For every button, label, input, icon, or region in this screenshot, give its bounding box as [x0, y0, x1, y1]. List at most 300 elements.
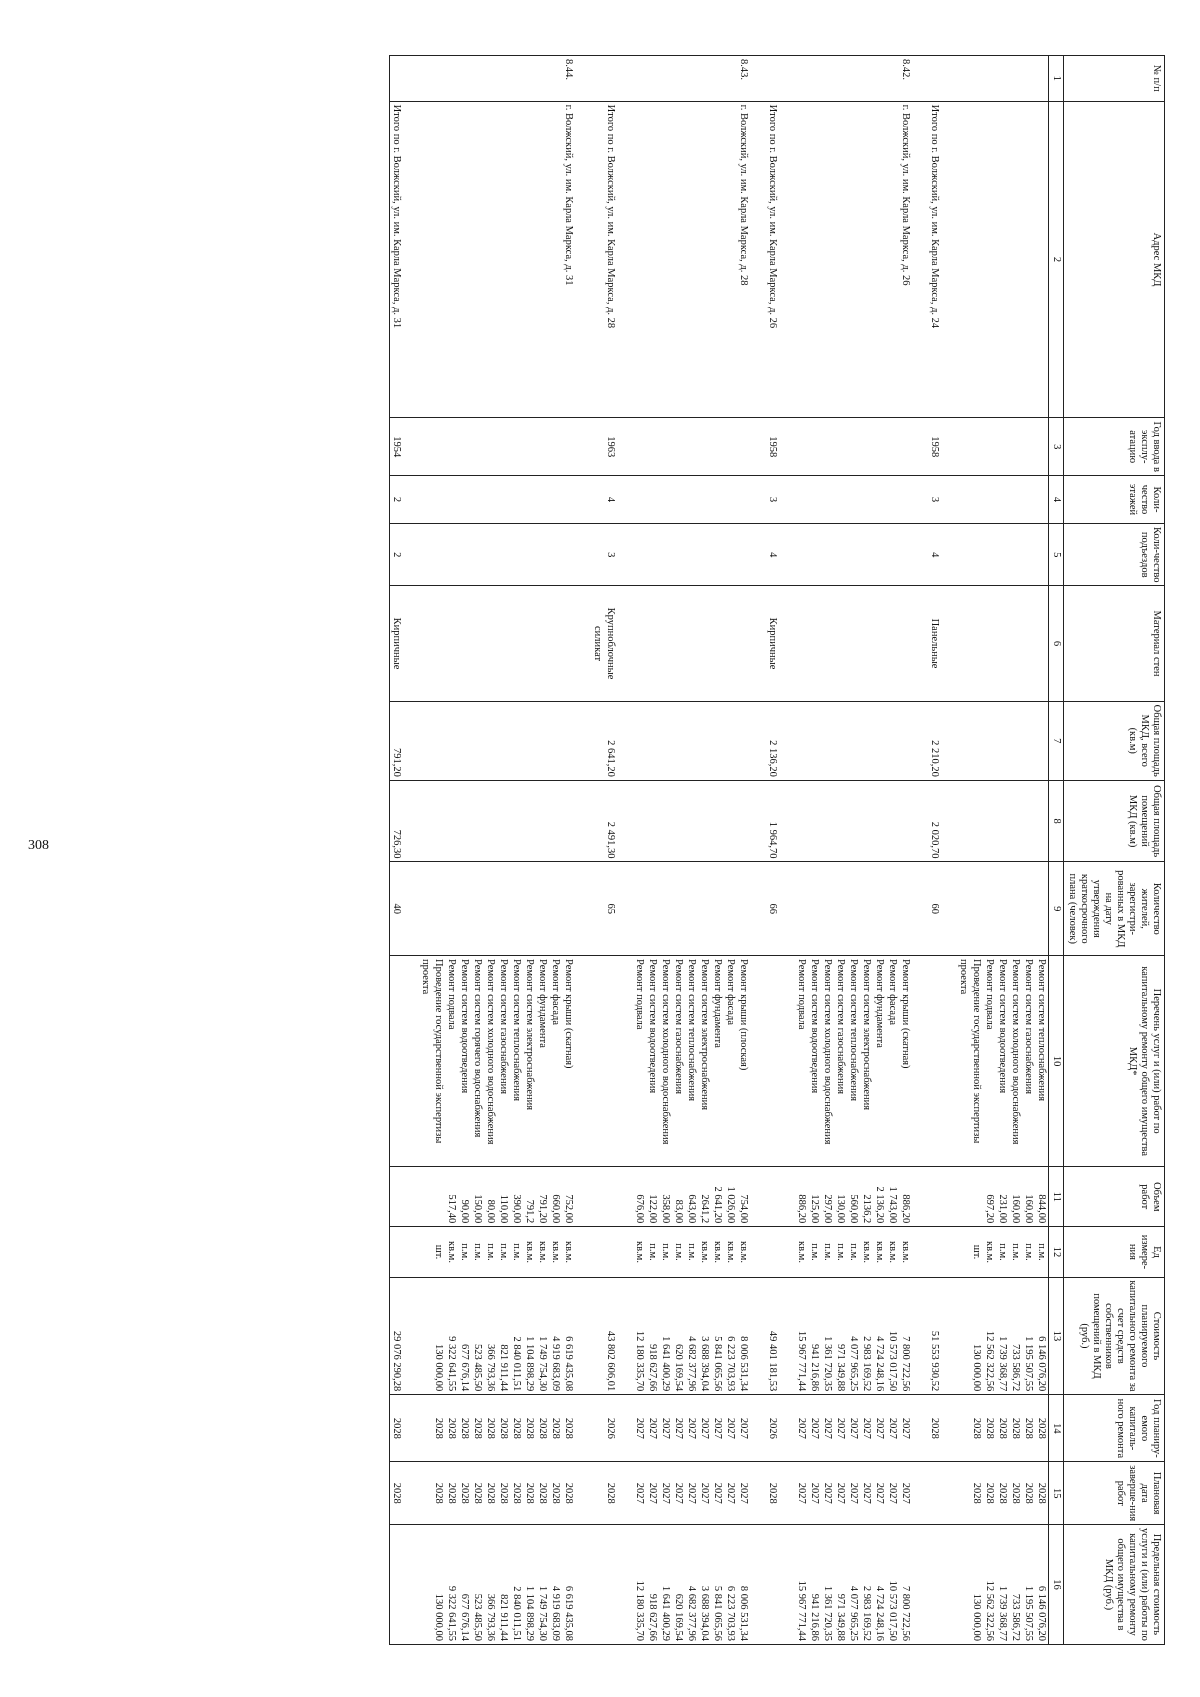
repair-year-cell: [1035, 1395, 1049, 1462]
rooms-area-cell: 2 491,30: [591, 780, 633, 862]
floors-cell: 3: [928, 476, 957, 524]
cell-line: п.м.: [1036, 1243, 1047, 1261]
residents-cell: [847, 862, 928, 956]
cell-line: кв.м.: [887, 1240, 898, 1263]
cell-line: 9 322 641,55: [446, 1585, 457, 1641]
cell-line: 2027: [809, 1482, 820, 1504]
cell-line: 2027: [835, 1417, 846, 1439]
build-year-cell: [633, 418, 685, 476]
column-number: 8: [1049, 780, 1064, 862]
volume-cell: [419, 1167, 510, 1227]
cell-line: 29 076 290,28: [391, 1330, 402, 1392]
cell-line: 5 841 065,56: [712, 1336, 723, 1392]
repair-year-cell: [795, 1395, 847, 1462]
cell-line: Ремонт систем теплоснабжения: [848, 959, 859, 1102]
cell-line: 1 104 898,29: [524, 1336, 535, 1392]
completion-date-cell: [766, 1462, 795, 1524]
limit-cost-cell: [795, 1524, 847, 1644]
limit-cost-cell: [591, 1524, 633, 1644]
floors-cell: [957, 476, 1035, 524]
cell-line: Ремонт систем газоснабжения: [673, 959, 684, 1095]
rooms-area-cell: [1035, 780, 1049, 862]
repair-year-cell: [591, 1395, 633, 1462]
cell-line: 1 641 400,29: [660, 1585, 671, 1641]
cost-cell: [685, 1277, 766, 1395]
cell-line: 2028: [498, 1482, 509, 1504]
residents-cell: [1035, 862, 1049, 956]
cell-line: 2028: [472, 1417, 483, 1439]
cell-line: кв.м.: [874, 1240, 885, 1263]
build-year-cell: [510, 418, 591, 476]
wall-material-cell: [685, 586, 766, 701]
cell-line: 6 619 435,08: [563, 1585, 574, 1641]
cell-line: 4 077 965,25: [848, 1585, 859, 1641]
cell-line: п.м.: [809, 1243, 820, 1261]
residents-cell: [510, 862, 591, 956]
cell-line: Ремонт систем электроснабжения: [699, 959, 710, 1111]
column-header: Материал стен: [1064, 586, 1165, 701]
residents-cell: 60: [928, 862, 957, 956]
cell-line: 1 749 754,30: [537, 1336, 548, 1392]
cell-line: 2027: [874, 1417, 885, 1439]
residents-cell: [957, 862, 1035, 956]
unit-cell: [847, 1227, 928, 1277]
column-header: Год ввода в эксплу-атацию: [1064, 418, 1165, 476]
repair-year-cell: [419, 1395, 510, 1462]
cell-line: 6 223 703,93: [725, 1336, 736, 1392]
cost-cell: [1035, 1277, 1049, 1395]
cell-line: 517,40: [446, 1194, 457, 1224]
column-number: 15: [1049, 1462, 1064, 1524]
repair-year-cell: [847, 1395, 928, 1462]
cell-line: 6 146 076,20: [1036, 1336, 1047, 1392]
cell-line: 12 180 335,70: [634, 1580, 645, 1641]
column-header: Общая площадь МКД, всего (кв.м): [1064, 701, 1165, 780]
cell-line: 12 562 322,56: [984, 1580, 995, 1641]
cell-line: 4 077 965,25: [848, 1336, 859, 1392]
cell-line: 2028: [446, 1482, 457, 1504]
column-number: 2: [1049, 101, 1064, 418]
table-row: [1035, 56, 1049, 1645]
cell-line: п.м.: [1023, 1243, 1034, 1261]
address-cell: г. Волжский, ул. им. Карла Маркса, д. 31: [510, 101, 591, 418]
cell-line: 2028: [485, 1417, 496, 1439]
residents-cell: [633, 862, 685, 956]
entrances-cell: 2: [390, 524, 420, 586]
limit-cost-cell: [957, 1524, 1035, 1644]
cell-line: 752,00: [563, 1194, 574, 1224]
table-row: [390, 56, 420, 1645]
volume-cell: [766, 1167, 795, 1227]
limit-cost-cell: [928, 1524, 957, 1644]
cell-line: 1 743,00: [887, 1186, 898, 1224]
wall-material-cell: [633, 586, 685, 701]
address-cell: г. Волжский, ул. им. Карла Маркса, д. 26: [847, 101, 928, 418]
rooms-area-cell: 1 964,70: [766, 780, 795, 862]
rooms-area-cell: [795, 780, 847, 862]
column-header: Ед измере-ния: [1064, 1227, 1165, 1277]
address-cell: Итого по г. Волжский, ул. им. Карла Маркса, д. 28: [591, 101, 633, 418]
unit-cell: [766, 1227, 795, 1277]
cell-line: 1 026,00: [725, 1186, 736, 1224]
column-header: Количество жителей, зарегистри-рованных в МКД на дату утверждения краткосрочного плана (человек): [1064, 862, 1165, 956]
volume-cell: [928, 1167, 957, 1227]
works-list-cell: [957, 956, 1035, 1167]
cell-line: Ремонт систем электроснабжения: [861, 959, 872, 1111]
cell-line: 643,00: [686, 1194, 697, 1224]
cell-line: п.м.: [472, 1243, 483, 1261]
works-list-cell: [928, 956, 957, 1167]
cell-line: 2028: [524, 1482, 535, 1504]
cell-line: Ремонт подвала: [446, 959, 457, 1030]
cell-line: 2027: [861, 1482, 872, 1504]
cell-line: п.м.: [459, 1243, 470, 1261]
column-number: 1: [1049, 56, 1064, 102]
cell-line: п.м.: [498, 1243, 509, 1261]
cell-line: 941 216,86: [809, 1344, 820, 1392]
cell-line: 2028: [511, 1417, 522, 1439]
cell-line: 2027: [673, 1417, 684, 1439]
cell-line: 2 840 011,51: [511, 1586, 522, 1641]
table-row: [685, 56, 766, 1645]
total-area-cell: [957, 701, 1035, 780]
cell-line: 80,00: [485, 1199, 496, 1224]
unit-cell: [591, 1227, 633, 1277]
address-cell: [957, 101, 1035, 418]
cell-line: 2027: [861, 1417, 872, 1439]
cost-cell: [591, 1277, 633, 1395]
completion-date-cell: [847, 1462, 928, 1524]
cell-line: 8 006 531,34: [738, 1585, 749, 1641]
cell-line: Ремонт фундамента: [874, 959, 885, 1048]
cell-line: 2 983 169,52: [861, 1585, 872, 1641]
cell-line: Ремонт фасада: [887, 959, 898, 1026]
cell-line: 130 000,00: [971, 1344, 982, 1392]
floors-cell: [419, 476, 510, 524]
works-list-cell: [591, 956, 633, 1167]
cell-line: 971 349,88: [835, 1593, 846, 1641]
row-number: 8.42.: [847, 56, 928, 102]
cell-line: 1 739 368,77: [997, 1585, 1008, 1641]
cell-line: 754,00: [738, 1194, 749, 1224]
unit-cell: [957, 1227, 1035, 1277]
cell-line: кв.м.: [524, 1240, 535, 1263]
cell-line: 2028: [472, 1482, 483, 1504]
cell-line: 2028: [997, 1482, 1008, 1504]
address-cell: [633, 101, 685, 418]
cell-line: 1 739 368,77: [997, 1336, 1008, 1392]
cell-line: Ремонт крыши (скатная): [563, 959, 574, 1069]
repair-year-cell: [390, 1395, 420, 1462]
cell-line: 2028: [537, 1417, 548, 1439]
cell-line: кв.м.: [446, 1240, 457, 1263]
cell-line: кв.м.: [699, 1240, 710, 1263]
cell-line: 2027: [900, 1482, 911, 1504]
rotated-table-container: [65, 55, 1165, 1645]
cell-line: 2027: [647, 1482, 658, 1504]
completion-date-cell: [1035, 1462, 1049, 1524]
table-row: [510, 56, 591, 1645]
cell-line: 2027: [796, 1482, 807, 1504]
table-row: [928, 56, 957, 1645]
limit-cost-cell: [510, 1524, 591, 1644]
cell-line: 971 349,88: [835, 1344, 846, 1392]
column-number: 12: [1049, 1227, 1064, 1277]
repair-year-cell: [510, 1395, 591, 1462]
cell-line: [957, 1170, 983, 1223]
total-area-cell: 2 136,20: [766, 701, 795, 780]
cell-line: 160,00: [1023, 1194, 1034, 1224]
cell-line: п.м.: [511, 1243, 522, 1261]
cell-line: 5 841 065,56: [712, 1585, 723, 1641]
unit-cell: [928, 1227, 957, 1277]
cell-line: Ремонт систем газоснабжения: [835, 959, 846, 1095]
volume-cell: [633, 1167, 685, 1227]
column-number: 7: [1049, 701, 1064, 780]
column-header: Коли-чество подъездов: [1064, 524, 1165, 586]
cell-line: 297,00: [822, 1194, 833, 1224]
cell-line: 1 195 507,55: [1023, 1336, 1034, 1392]
cell-line: 2027: [822, 1482, 833, 1504]
cell-line: 2027: [900, 1417, 911, 1439]
cell-line: Ремонт фундамента: [712, 959, 723, 1048]
completion-date-cell: [419, 1462, 510, 1524]
cell-line: 2028: [433, 1482, 444, 1504]
cell-line: 2027: [712, 1482, 723, 1504]
column-header: № п/п: [1064, 56, 1165, 102]
completion-date-cell: [591, 1462, 633, 1524]
wall-material-cell: [795, 586, 847, 701]
works-list-cell: [419, 956, 510, 1167]
limit-cost-cell: [390, 1524, 420, 1644]
cell-line: 122,00: [647, 1194, 658, 1224]
cell-line: 2027: [660, 1417, 671, 1439]
cell-line: 2028: [446, 1417, 457, 1439]
column-number: 11: [1049, 1167, 1064, 1227]
cell-line: 1 104 898,29: [524, 1585, 535, 1641]
entrances-cell: [685, 524, 766, 586]
column-header: Стоимость планируемого капитального ремонта за счет средств собственников помещений в МКД (руб.): [1064, 1277, 1165, 1395]
works-list-cell: [685, 956, 766, 1167]
cell-line: 125,00: [809, 1194, 820, 1224]
cell-line: 2028: [563, 1482, 574, 1504]
cell-line: Ремонт подвала: [796, 959, 807, 1030]
residents-cell: [795, 862, 847, 956]
cell-line: шт.: [971, 1244, 982, 1260]
header-number-row: [1049, 56, 1064, 1645]
row-number: [1035, 56, 1049, 102]
wall-material-cell: [847, 586, 928, 701]
cell-line: 358,00: [660, 1194, 671, 1224]
cell-line: кв.м.: [984, 1240, 995, 1263]
cell-line: 2028: [929, 1417, 940, 1439]
cell-line: 83,00: [673, 1199, 684, 1224]
row-number: 8.44.: [510, 56, 591, 102]
rooms-area-cell: [633, 780, 685, 862]
cell-line: 390,00: [511, 1194, 522, 1224]
cell-line: 886,20: [796, 1194, 807, 1224]
cell-line: 4 919 683,09: [550, 1585, 561, 1641]
floors-cell: [633, 476, 685, 524]
cell-line: 1 641 400,29: [660, 1336, 671, 1392]
completion-date-cell: [685, 1462, 766, 1524]
works-list-cell: [633, 956, 685, 1167]
cell-line: 2 136,20: [874, 1186, 885, 1224]
completion-date-cell: [390, 1462, 420, 1524]
cell-line: 2027: [634, 1417, 645, 1439]
cell-line: 231,00: [997, 1194, 1008, 1224]
row-number: [633, 56, 685, 102]
cell-line: п.м.: [835, 1243, 846, 1261]
cost-cell: [795, 1277, 847, 1395]
cell-line: 733 586,72: [1010, 1593, 1021, 1641]
build-year-cell: [1035, 418, 1049, 476]
cell-line: 620 169,54: [673, 1593, 684, 1641]
capital-repair-table: [389, 55, 1165, 1645]
unit-cell: [419, 1227, 510, 1277]
cell-line: кв.м.: [550, 1240, 561, 1263]
volume-cell: [795, 1167, 847, 1227]
cell-line: 2026: [605, 1417, 616, 1439]
volume-cell: [685, 1167, 766, 1227]
cell-line: 2028: [971, 1417, 982, 1439]
cell-line: 43 802 606,01: [605, 1330, 616, 1392]
cell-line: 886,20: [900, 1194, 911, 1224]
residents-cell: [685, 862, 766, 956]
cell-line: 51 553 930,52: [929, 1330, 940, 1392]
cell-line: кв.м.: [796, 1240, 807, 1263]
cell-line: 1 361 720,35: [822, 1585, 833, 1641]
total-area-cell: [795, 701, 847, 780]
unit-cell: [1035, 1227, 1049, 1277]
cell-line: 2027: [874, 1482, 885, 1504]
cell-line: 110,00: [498, 1194, 509, 1224]
column-number: 5: [1049, 524, 1064, 586]
cell-line: кв.м.: [738, 1240, 749, 1263]
repair-year-cell: [633, 1395, 685, 1462]
cell-line: 2028: [537, 1482, 548, 1504]
cell-line: 130,00: [835, 1194, 846, 1224]
cell-line: кв.м.: [861, 1240, 872, 1263]
column-header: Год планиру-емого капиталь-ного ремонта: [1064, 1395, 1165, 1462]
rooms-area-cell: [419, 780, 510, 862]
cell-line: 160,00: [1010, 1194, 1021, 1224]
cell-line: 2027: [634, 1482, 645, 1504]
cell-line: 677 676,14: [459, 1344, 470, 1392]
cell-line: 941 216,86: [809, 1593, 820, 1641]
cell-line: 2027: [673, 1482, 684, 1504]
table-row: [633, 56, 685, 1645]
cell-line: 3 688 394,04: [699, 1585, 710, 1641]
total-area-cell: [847, 701, 928, 780]
works-list-cell: [390, 956, 420, 1167]
build-year-cell: 1963: [591, 418, 633, 476]
cell-line: п.м.: [822, 1243, 833, 1261]
completion-date-cell: [795, 1462, 847, 1524]
cell-line: 2028: [459, 1417, 470, 1439]
table-row: [957, 56, 1035, 1645]
cell-line: п.м.: [647, 1243, 658, 1261]
total-area-cell: 791,20: [390, 701, 420, 780]
cell-line: 12 562 322,56: [984, 1330, 995, 1392]
cell-line: 560,00: [848, 1194, 859, 1224]
address-cell: [1035, 101, 1049, 418]
cell-line: Ремонт систем теплоснабжения: [511, 959, 522, 1102]
table-row: [847, 56, 928, 1645]
cell-line: 2028: [605, 1482, 616, 1504]
cell-line: 2027: [848, 1482, 859, 1504]
total-area-cell: [1035, 701, 1049, 780]
cell-line: 2028: [1023, 1417, 1034, 1439]
cell-line: 130 000,00: [433, 1593, 444, 1641]
cell-line: 10 573 017,50: [887, 1580, 898, 1641]
wall-material-cell: Панельные: [928, 586, 957, 701]
wall-material-cell: [510, 586, 591, 701]
rooms-area-cell: [847, 780, 928, 862]
cell-line: 2027: [725, 1417, 736, 1439]
cell-line: 2027: [738, 1417, 749, 1439]
residents-cell: 65: [591, 862, 633, 956]
cell-line: 2136,2: [861, 1194, 872, 1224]
entrances-cell: [510, 524, 591, 586]
unit-cell: [795, 1227, 847, 1277]
total-area-cell: [633, 701, 685, 780]
cell-line: Ремонт фасада: [725, 959, 736, 1026]
cell-line: 2 983 169,52: [861, 1336, 872, 1392]
cell-line: 2028: [1010, 1482, 1021, 1504]
cell-line: 2028: [971, 1482, 982, 1504]
table-header: [1049, 56, 1165, 1645]
cost-cell: [510, 1277, 591, 1395]
entrances-cell: 3: [591, 524, 633, 586]
cell-line: п.м.: [686, 1243, 697, 1261]
cell-line: 2028: [1036, 1482, 1047, 1504]
cell-line: 791,20: [537, 1194, 548, 1224]
cell-line: Ремонт систем холодного водоснабжения: [822, 959, 833, 1145]
build-year-cell: [847, 418, 928, 476]
cell-line: 2 840 011,51: [511, 1336, 522, 1392]
floors-cell: [1035, 476, 1049, 524]
cell-line: 821 911,44: [498, 1344, 509, 1392]
cell-line: 2027: [822, 1417, 833, 1439]
cost-cell: [957, 1277, 1035, 1395]
repair-year-cell: [957, 1395, 1035, 1462]
column-number: 6: [1049, 586, 1064, 701]
cell-line: кв.м.: [725, 1240, 736, 1263]
cell-line: Ремонт крыши (скатная): [900, 959, 911, 1069]
cell-line: Проведение государственной экспертизы проекта: [420, 959, 444, 1144]
address-cell: г. Волжский, ул. им. Карла Маркса, д. 28: [685, 101, 766, 418]
cell-line: 10 573 017,50: [887, 1330, 898, 1392]
total-area-cell: [419, 701, 510, 780]
cell-line: Ремонт систем теплоснабжения: [1036, 959, 1047, 1102]
entrances-cell: [957, 524, 1035, 586]
total-area-cell: 2 210,20: [928, 701, 957, 780]
cell-line: 918 627,66: [647, 1344, 658, 1392]
volume-cell: [591, 1167, 633, 1227]
wall-material-cell: Кирпичные: [390, 586, 420, 701]
total-area-cell: [685, 701, 766, 780]
header-row: [1064, 56, 1165, 1645]
cell-line: 523 485,50: [472, 1593, 483, 1641]
cell-line: 2027: [699, 1417, 710, 1439]
cell-line: 2027: [848, 1417, 859, 1439]
cell-line: п.м.: [660, 1243, 671, 1261]
cell-line: 677 676,14: [459, 1593, 470, 1641]
cell-line: 2641,2: [699, 1194, 710, 1224]
cell-line: Ремонт систем холодного водоснабжения: [1010, 959, 1021, 1145]
limit-cost-cell: [419, 1524, 510, 1644]
